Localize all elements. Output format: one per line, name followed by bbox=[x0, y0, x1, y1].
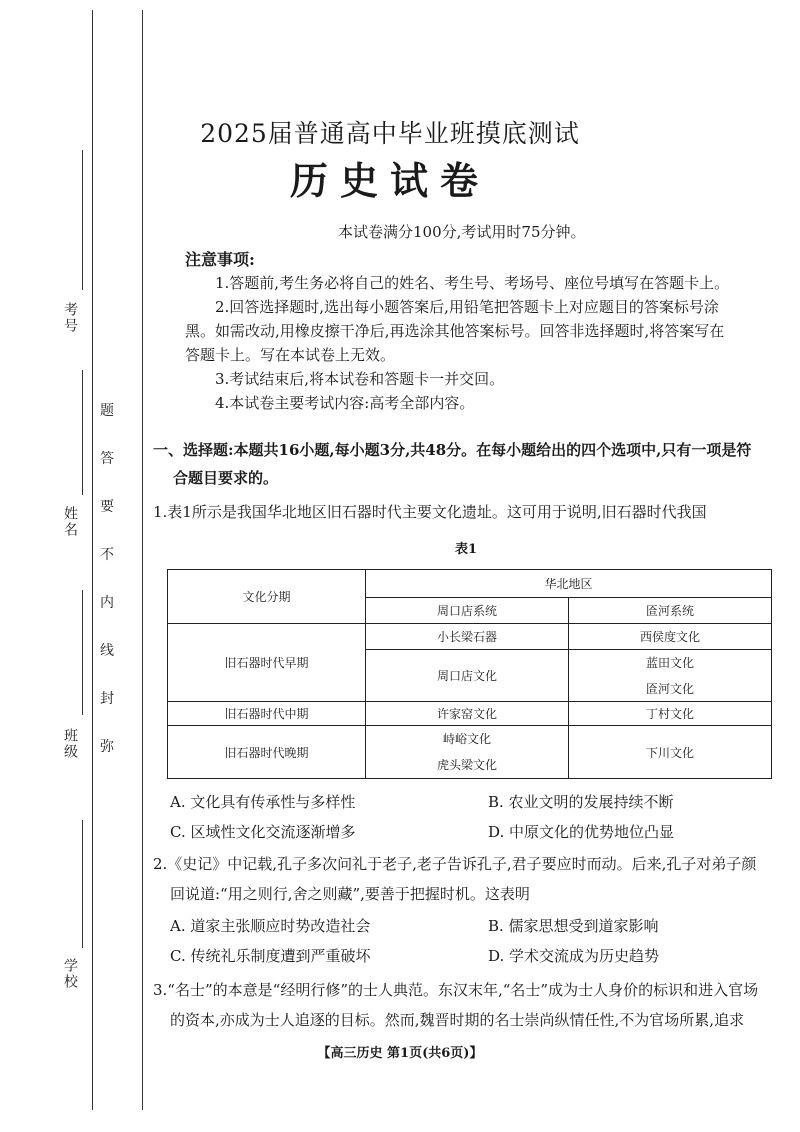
class-blank[interactable] bbox=[82, 590, 83, 715]
section-heading-cont: 合题目要求的。 bbox=[173, 469, 279, 487]
table-cell: 虎头梁文化 bbox=[436, 758, 497, 772]
note-line: 黑。如需改动,用橡皮擦干净后,再选涂其他答案标号。回答非选择题时,将答案写在 bbox=[185, 322, 725, 340]
name-blank[interactable] bbox=[82, 370, 83, 495]
subject-title: 历史试卷 bbox=[289, 158, 490, 203]
exam-title: 2025届普通高中毕业班摸底测试 bbox=[200, 119, 580, 148]
table-cell: 丁村文化 bbox=[569, 702, 772, 726]
q2-option-b[interactable]: B. 儒家思想受到道家影响 bbox=[488, 917, 659, 935]
class-label: 班级 bbox=[62, 728, 78, 760]
seal-char: 答 bbox=[100, 451, 114, 467]
table-region: 华北地区 bbox=[366, 570, 772, 598]
q1-option-d[interactable]: D. 中原文化的优势地位凸显 bbox=[488, 823, 675, 841]
q1-option-b[interactable]: B. 农业文明的发展持续不断 bbox=[488, 793, 674, 811]
q3-stem: 3.“名士”的本意是“经明行修”的士人典范。东汉末年,“名士”成为士人身价的标识和进入官场 bbox=[153, 981, 759, 999]
notes-heading: 注意事项: bbox=[185, 250, 255, 269]
school-blank[interactable] bbox=[82, 820, 83, 948]
note-line: 2.回答选择题时,选出每小题答案后,用铅笔把答题卡上对应题目的答案标号涂 bbox=[215, 298, 719, 316]
exam-number-label: 考号 bbox=[62, 302, 78, 334]
table-cell: 许家窑文化 bbox=[366, 702, 569, 726]
seal-char: 要 bbox=[100, 499, 114, 515]
section-heading: 一、选择题:本题共16小题,每小题3分,共48分。在每小题给出的四个选项中,只有一项是符 bbox=[153, 441, 752, 459]
table-early: 旧石器时代早期 bbox=[168, 624, 366, 702]
table-sys2: 匼河系统 bbox=[569, 598, 772, 624]
table-col-head: 文化分期 bbox=[168, 570, 366, 624]
table-cell: 峙峪文化 bbox=[442, 732, 491, 746]
school-label: 学校 bbox=[62, 958, 78, 990]
table-cell: 蓝田文化 bbox=[569, 650, 772, 676]
table-cell: 小长梁石器 bbox=[366, 624, 569, 650]
note-line: 3.考试结束后,将本试卷和答题卡一并交回。 bbox=[215, 370, 505, 388]
q1-option-a[interactable]: A. 文化具有传承性与多样性 bbox=[170, 793, 356, 811]
seal-char: 题 bbox=[100, 403, 114, 419]
table-late: 旧石器时代晚期 bbox=[168, 726, 366, 779]
q1-option-c[interactable]: C. 区域性文化交流逐渐增多 bbox=[170, 823, 356, 841]
table-cell: 匼河文化 bbox=[569, 676, 772, 702]
table-cell-stack bbox=[366, 726, 569, 779]
table-caption: 表1 bbox=[455, 542, 478, 557]
table-cell: 周口店文化 bbox=[366, 650, 569, 702]
table-cell: 西侯度文化 bbox=[569, 624, 772, 650]
seal-char: 弥 bbox=[100, 739, 114, 755]
table-sys1: 周口店系统 bbox=[366, 598, 569, 624]
score-note: 本试卷满分100分,考试用时75分钟。 bbox=[338, 223, 586, 241]
q1-stem: 1.表1所示是我国华北地区旧石器时代主要文化遗址。这可用于说明,旧石器时代我国 bbox=[153, 503, 707, 521]
seal-char: 内 bbox=[100, 595, 114, 611]
q2-option-a[interactable]: A. 道家主张顺应时势改造社会 bbox=[170, 917, 371, 935]
note-line: 4.本试卷主要考试内容:高考全部内容。 bbox=[215, 394, 475, 412]
seal-char: 线 bbox=[100, 643, 114, 659]
q3-stem-cont: 的资本,亦成为士人追逐的目标。然而,魏晋时期的名士崇尚纵情任性,不为官场所累,追求 bbox=[170, 1011, 745, 1029]
name-label: 姓名 bbox=[62, 506, 78, 538]
note-line: 1.答题前,考生务必将自己的姓名、考生号、考场号、座位号填写在答题卡上。 bbox=[215, 274, 730, 292]
seal-char: 不 bbox=[100, 547, 114, 563]
note-line: 答题卡上。写在本试卷上无效。 bbox=[185, 346, 396, 364]
table-middle: 旧石器时代中期 bbox=[168, 702, 366, 726]
page-footer: 【高三历史 第1页(共6页)】 bbox=[317, 1046, 483, 1061]
seal-char: 封 bbox=[100, 691, 114, 707]
q2-option-d[interactable]: D. 学术交流成为历史趋势 bbox=[488, 947, 660, 965]
q2-stem-cont: 回说道:“用之则行,舍之则藏”,要善于把握时机。这表明 bbox=[170, 885, 530, 903]
q2-option-c[interactable]: C. 传统礼乐制度遭到严重破坏 bbox=[170, 947, 371, 965]
table-cell: 下川文化 bbox=[569, 726, 772, 779]
q2-stem: 2.《史记》中记载,孔子多次问礼于老子,老子告诉孔子,君子要应时而动。后来,孔子对弟子颜 bbox=[153, 855, 757, 873]
culture-table bbox=[167, 569, 772, 779]
